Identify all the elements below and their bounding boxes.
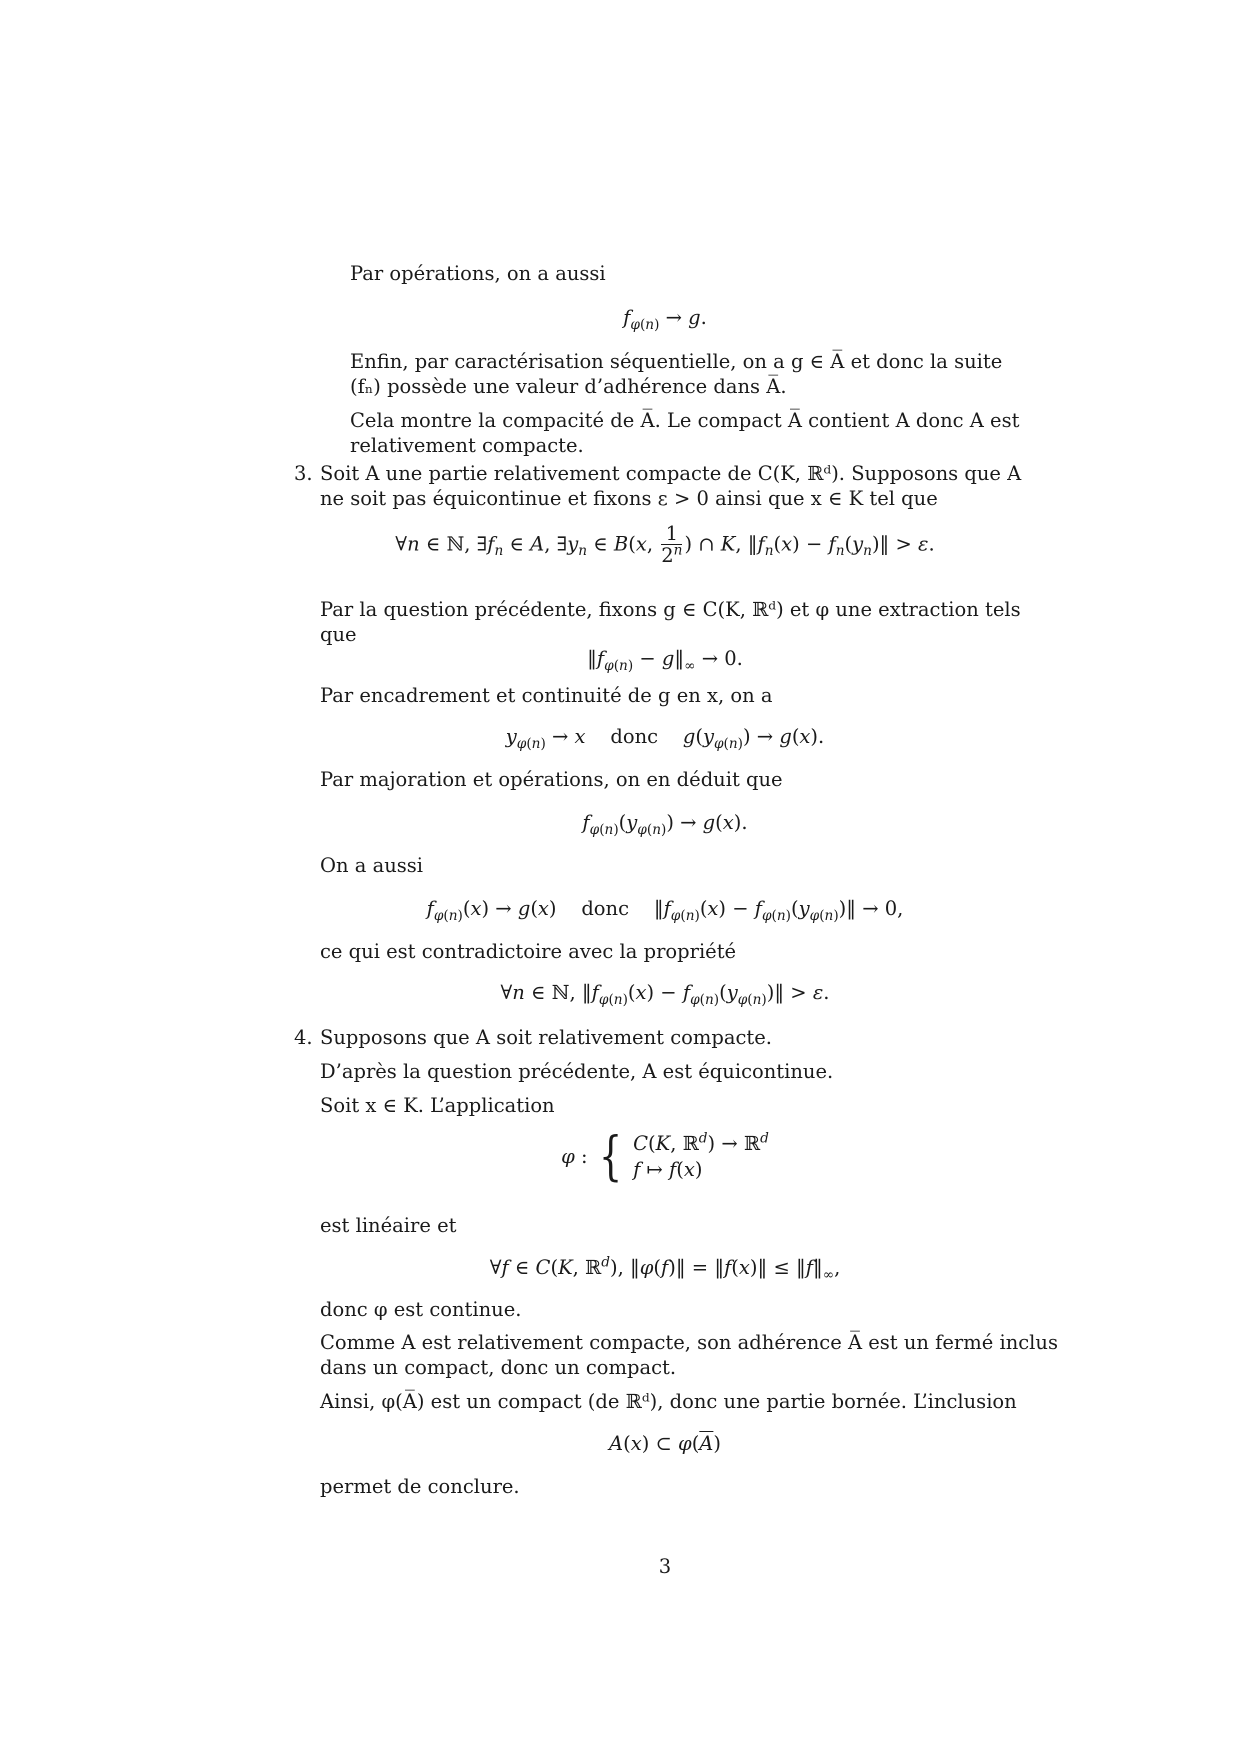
list-number: 4. [294,1026,313,1049]
equation: ∀n ∈ ℕ, $\exists f_n$ ∈ A, $\exists y_n$ ∈ B(x, $\frac{1}{2^n}$ ) ∩ K, $‖f_n(x)$ − $f_n(y_n)‖ > \varepsilon$. [395,522,935,568]
paragraph: D’après la question précédente, A est équicontinue. [320,1060,834,1083]
equation-cases: φ : { C(K, ℝ$^d$) → ℝ$^d$ f ↦ f(x) [561,1127,769,1188]
paragraph: Supposons que A soit relativement compacte. [320,1026,772,1049]
paragraph: Enfin, par caractérisation séquentielle, on a g ∈ A̅ et donc la suite [350,350,1003,373]
list-number: 3. [294,462,313,485]
paragraph: Par opérations, on a aussi [350,262,606,285]
paragraph: Soit x ∈ K. L’application [320,1094,555,1117]
paragraph: ce qui est contradictoire avec la propriété [320,940,737,963]
paragraph: relativement compacte. [350,434,584,457]
paragraph: Soit A une partie relativement compacte de C(K, ℝᵈ). Supposons que A [320,462,1022,485]
paragraph: Par la question précédente, fixons g ∈ C(K, ℝᵈ) et φ une extraction tels [320,598,1021,621]
paragraph: Ainsi, φ(A̅) est un compact (de ℝᵈ), donc une partie bornée. L’inclusion [320,1390,1017,1413]
equation: ∀f ∈ C(K, ℝ$^d$), ‖φ(f)‖ = ‖f(x)‖ ≤ $‖f‖_\infty$, [489,1254,841,1283]
equation: $f_{\varphi(n)} \to g$. [623,306,707,333]
page-number: 3 [658,1555,672,1578]
paragraph: permet de conclure. [320,1475,520,1498]
equation: $‖f_{\varphi(n)}$ − $g‖_\infty \to 0$. [587,647,743,674]
paragraph: On a aussi [320,854,424,877]
paragraph: que [320,623,357,646]
equation: $f_{\varphi(n)}(x) \to g(x)$ donc $‖f_{\varphi(n)}(x)$ − $f_{\varphi(n)}(y_{\varphi(n)})‖ \to 0$, [426,897,904,924]
paragraph: Cela montre la compacité de A̅. Le compact A̅ contient A donc A est [350,409,1020,432]
paragraph: est linéaire et [320,1214,457,1237]
paragraph: Comme A est relativement compacte, son adhérence A̅ est un fermé inclus [320,1331,1058,1354]
paragraph: ne soit pas équicontinue et fixons ε > 0 ainsi que x ∈ K tel que [320,487,938,510]
paragraph: (fₙ) possède une valeur d’adhérence dans A̅. [350,375,787,398]
paragraph: donc φ est continue. [320,1298,522,1321]
equation: ∀n ∈ ℕ, $‖f_{\varphi(n)}(x)$ − $f_{\varphi(n)}(y_{\varphi(n)})‖ > \varepsilon$. [500,981,830,1008]
paragraph: Par majoration et opérations, on en déduit que [320,768,783,791]
equation: $y_{\varphi(n)} \to x$ donc $g(y_{\varphi(n)}) \to g(x)$. [505,725,825,752]
paragraph: Par encadrement et continuité de g en x, on a [320,684,773,707]
equation: A(x) ⊂ $\varphi(\overline{A})$ [608,1432,721,1455]
paragraph: dans un compact, donc un compact. [320,1356,677,1379]
equation: $f_{\varphi(n)}(y_{\varphi(n)}) \to g(x)$. [582,811,748,838]
